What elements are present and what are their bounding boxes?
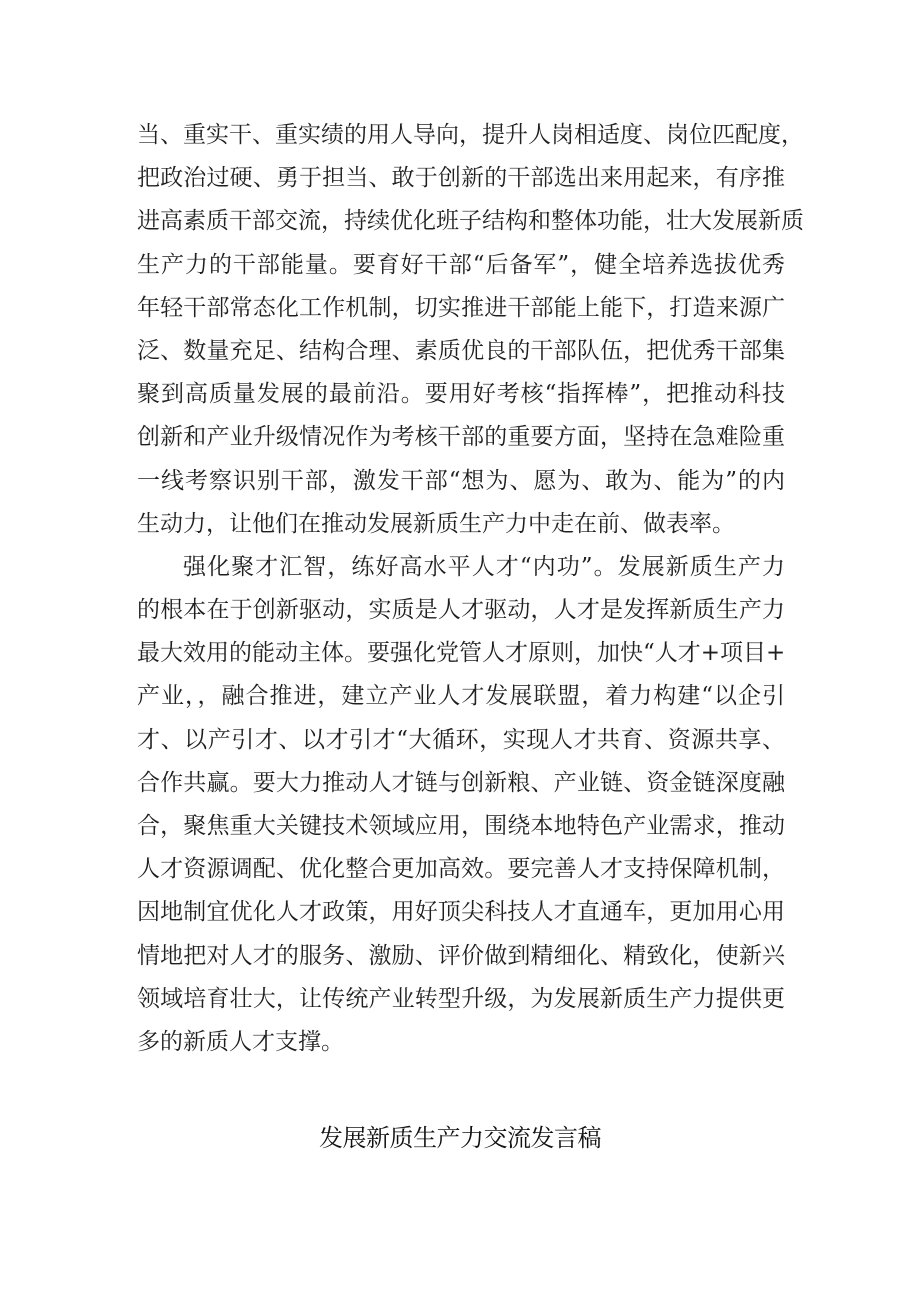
paragraph-1-line-8: 创新和产业升级情况作为考核干部的重要方面，坚持在急难险重 xyxy=(137,424,785,451)
paragraph-2-line-9: 因地制宜优化人才政策，用好顶尖科技人才直通车，更加用心用 xyxy=(137,899,785,926)
paragraph-2-line-11: 领域培育壮大，让传统产业转型升级，为发展新质生产力提供更 xyxy=(137,985,785,1012)
paragraph-2-line-8: 人才资源调配、优化整合更加高效。要完善人才支持保障机制， xyxy=(137,856,785,883)
paragraph-2-line-1: 强化聚才汇智，练好高水平人才“内功”。发展新质生产力 xyxy=(183,553,785,580)
paragraph-1-line-3: 进高素质干部交流，持续优化班子结构和整体功能，壮大发展新质 xyxy=(137,208,804,235)
paragraph-1-line-6: 泛、数量充足、结构合理、素质优良的干部队伍，把优秀干部集 xyxy=(137,337,785,364)
paragraph-2-line-6: 合作共赢。要大力推动人才链与创新粮、产业链、资金链深度融 xyxy=(137,769,785,796)
paragraph-1-line-1: 当、重实干、重实绩的用人导向，提升人岗相适度、岗位匹配度， xyxy=(137,122,804,148)
paragraph-1-line-2: 把政治过硬、勇于担当、敢于创新的干部选出来用起来，有序推 xyxy=(137,165,785,192)
paragraph-2-line-4: 产业，，融合推进，建立产业人才发展联盟，着力构建“以企引 xyxy=(137,683,785,710)
paragraph-1-line-10: 生动力，让他们在推动发展新质生产力中走在前、做表率。 xyxy=(137,510,735,537)
paragraph-2-line-7: 合，聚焦重大关键技术领域应用，围绕本地特色产业需求，推动 xyxy=(137,813,785,839)
paragraph-1-line-4: 生产力的干部能量。要育好干部“后备军”，健全培养选拔优秀 xyxy=(137,251,785,278)
paragraph-2-line-3: 最大效用的能动主体。要强化党管人才原则，加快“人才+项目+ xyxy=(137,640,786,667)
paragraph-2-line-10: 情地把对人才的服务、激励、评价做到精细化、精致化，使新兴 xyxy=(137,942,785,969)
paragraph-1-line-5: 年轻干部常态化工作机制，切实推进干部能上能下，打造来源广 xyxy=(137,294,785,321)
paragraph-2-line-12: 多的新质人才支撑。 xyxy=(137,1028,344,1055)
paragraph-2-line-2: 的根本在于创新驱动，实质是人才驱动，人才是发挥新质生产力 xyxy=(137,597,785,624)
document-body xyxy=(137,114,804,1064)
paragraph-2-line-5: 才、以产引才、以才引才“大循环，实现人才共育、资源共享、 xyxy=(137,726,785,753)
paragraph-1-line-9: 一线考察识别干部，激发干部“想为、愿为、敢为、能为”的内 xyxy=(137,467,785,494)
next-article-title: 发展新质生产力交流发言稿 xyxy=(319,1124,601,1152)
paragraph-1-line-7: 聚到高质量发展的最前沿。要用好考核“指挥棒”，把推动科技 xyxy=(137,381,785,408)
